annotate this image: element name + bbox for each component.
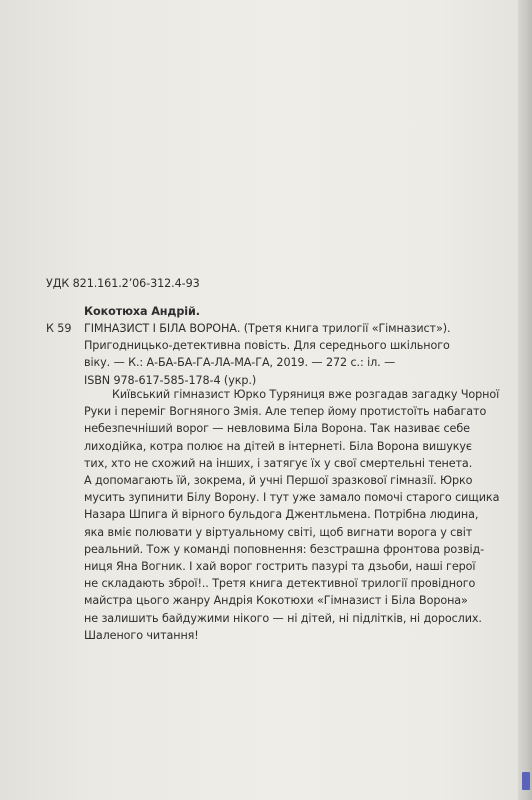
annotation-line: А допомагають їй, зокрема, й учні Першої зразкової гімназії. Юрко bbox=[84, 474, 473, 488]
cover-edge-mark bbox=[522, 772, 530, 790]
bib-line: Пригодницько-детективна повість. Для середнього шкільного bbox=[84, 339, 450, 353]
book-page-edge bbox=[518, 0, 532, 800]
annotation-line: Назара Шпига й вірного бульдога Джентльмена. Потрібна людина, bbox=[84, 508, 479, 522]
bib-line: ISBN 978-617-585-178-4 (укр.) bbox=[84, 373, 257, 387]
annotation-line: майстра цього жанру Андрія Кокотюхи «Гімназист і Біла Ворона» bbox=[84, 594, 468, 608]
bib-line: віку. — К.: А-БА-БА-ГА-ЛА-МА-ГА, 2019. — 272 с.: іл. — bbox=[84, 356, 396, 370]
annotation-line: яка вміє полювати у віртуальному світі, щоб вигнати ворога у світ bbox=[84, 525, 473, 539]
annotation-line: небезпечніший ворог — невловима Біла Ворона. Так називає себе bbox=[84, 422, 470, 436]
annotation-line: тих, хто не схожий на інших, і затягує їх у свої смертельні тенета. bbox=[84, 456, 473, 470]
udk-code: УДК 821.161.2’06-312.4-93 bbox=[46, 277, 200, 290]
annotation-line: Руки і переміг Вогняного Змія. Але тепер йому протистоїть набагато bbox=[84, 405, 487, 419]
annotation-paragraph bbox=[84, 386, 500, 644]
annotation-line: реальний. Тож у команді поповнення: безстрашна фронтова розвід- bbox=[84, 542, 485, 556]
annotation-line: лиходійка, котра полює на дітей в інтернеті. Біла Ворона вишукує bbox=[84, 439, 472, 453]
author-sign-code: К 59 bbox=[46, 322, 72, 335]
author-name: Кокотюха Андрій. bbox=[84, 305, 200, 318]
annotation-line: ниця Яна Вогник. І хай ворог гострить пазурі та дзьоби, наші герої bbox=[84, 560, 476, 574]
annotation-line: не залишить байдужими нікого — ні дітей, ні підлітків, ні дорослих. bbox=[84, 611, 482, 625]
annotation-line: мусить зупинити Білу Ворону. І тут уже замало помочі старого сищика bbox=[84, 491, 500, 505]
bib-line: ГІМНАЗИСТ І БІЛА ВОРОНА. (Третя книга трилогії «Гімназист»). bbox=[84, 322, 451, 335]
bibliographic-entry bbox=[84, 320, 451, 389]
annotation-line: Київський гімназист Юрко Туряниця вже розгадав загадку Чорної bbox=[112, 388, 500, 401]
annotation-line: Шаленого читання! bbox=[84, 628, 199, 642]
annotation-line: не складають зброї!.. Третя книга детективної трилогії провідного bbox=[84, 577, 476, 591]
